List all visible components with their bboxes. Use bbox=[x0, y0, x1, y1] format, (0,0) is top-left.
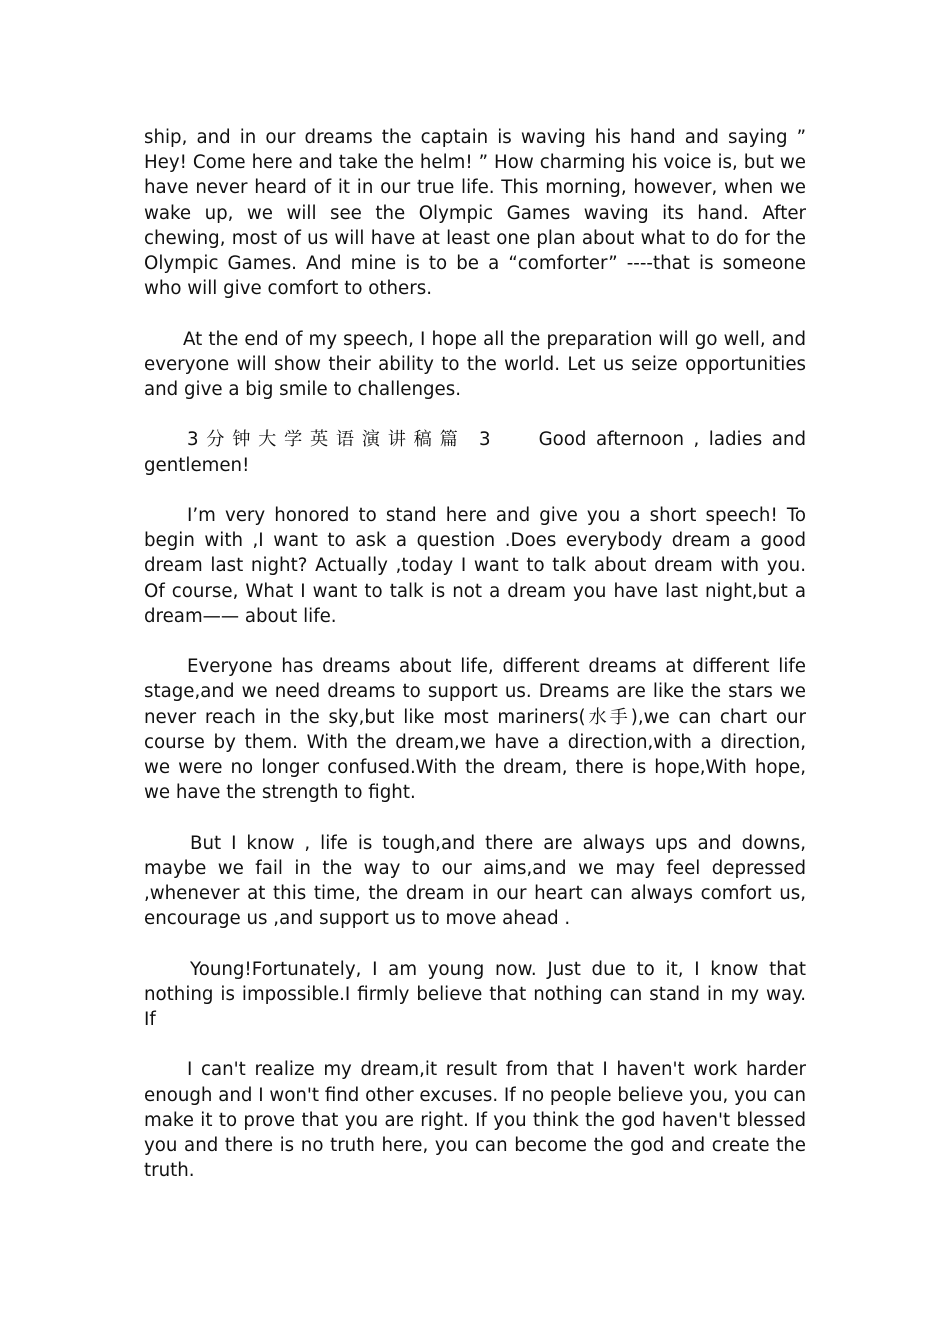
paragraph-realize-dream bbox=[144, 1057, 806, 1183]
section-title: 3分钟大学英语演讲稿篇 3 bbox=[187, 429, 495, 451]
paragraph-life-tough bbox=[144, 831, 806, 932]
paragraph-text: Everyone has dreams about life, different dreams at different life stage,and we need dreams to support us. Dreams are like the stars we never reach in the sky,but like most mariners(水手),we can chart our course by them. With the dream,we have a direction,with a direction, we were no longer confused.With the dream, there is hope,With hope, we have the strength to fight. bbox=[144, 656, 806, 804]
paragraph-introduction bbox=[144, 503, 806, 629]
paragraph-text: At the end of my speech, I hope all the preparation will go well, and everyone will show their ability to the world. Let us seize opportunities and give a big smile to challenges. bbox=[144, 328, 806, 401]
document-body bbox=[144, 125, 806, 1209]
paragraph-dreams-life bbox=[144, 654, 806, 805]
paragraph-text: But I know , life is tough,and there are always ups and downs, maybe we fail in the way to our aims,and we may feel depressed ,whenever at this time, the dream in our heart can always comfort us, encourage us ,and support us to move ahead . bbox=[144, 832, 806, 930]
greeting-text: Good afternoon , ladies and gentlemen! bbox=[144, 429, 806, 476]
paragraph-text: ship, and in our dreams the captain is waving his hand and saying ” Hey! Come here and take the helm! ” How charming his voice is, but we have never heard of it in our true life. This morning, however, when we wake up, we will see the Olympic Games waving its hand. After chewing, most of us will have at least one plan about what to do for the Olympic Games. And mine is to be a “comforter” ----that is someone who will give comfort to others. bbox=[144, 127, 806, 300]
paragraph-speech-end bbox=[144, 327, 806, 403]
paragraph-text: I can't realize my dream,it result from that I haven't work harder enough and I won't find other excuses. If no people believe you, you can make it to prove that you are right. If you think the god haven't blessed you and there is no truth here, you can become the god and create the truth. bbox=[144, 1059, 806, 1182]
paragraph-section-heading bbox=[144, 427, 806, 477]
paragraph-olympic-dream bbox=[144, 125, 806, 301]
paragraph-text: I’m very honored to stand here and give you a short speech! To begin with ,I want to ask a question .Does everybody dream a good dream last night? Actually ,today I want to talk about dream with you. Of course, What I want to talk is not a dream you have last night,but a dream—— about life. bbox=[144, 505, 806, 627]
paragraph-text: Young!Fortunately, I am young now. Just due to it, I know that nothing is impossible.I firmly believe that nothing can stand in my way. If bbox=[144, 958, 806, 1031]
paragraph-young bbox=[144, 957, 806, 1033]
